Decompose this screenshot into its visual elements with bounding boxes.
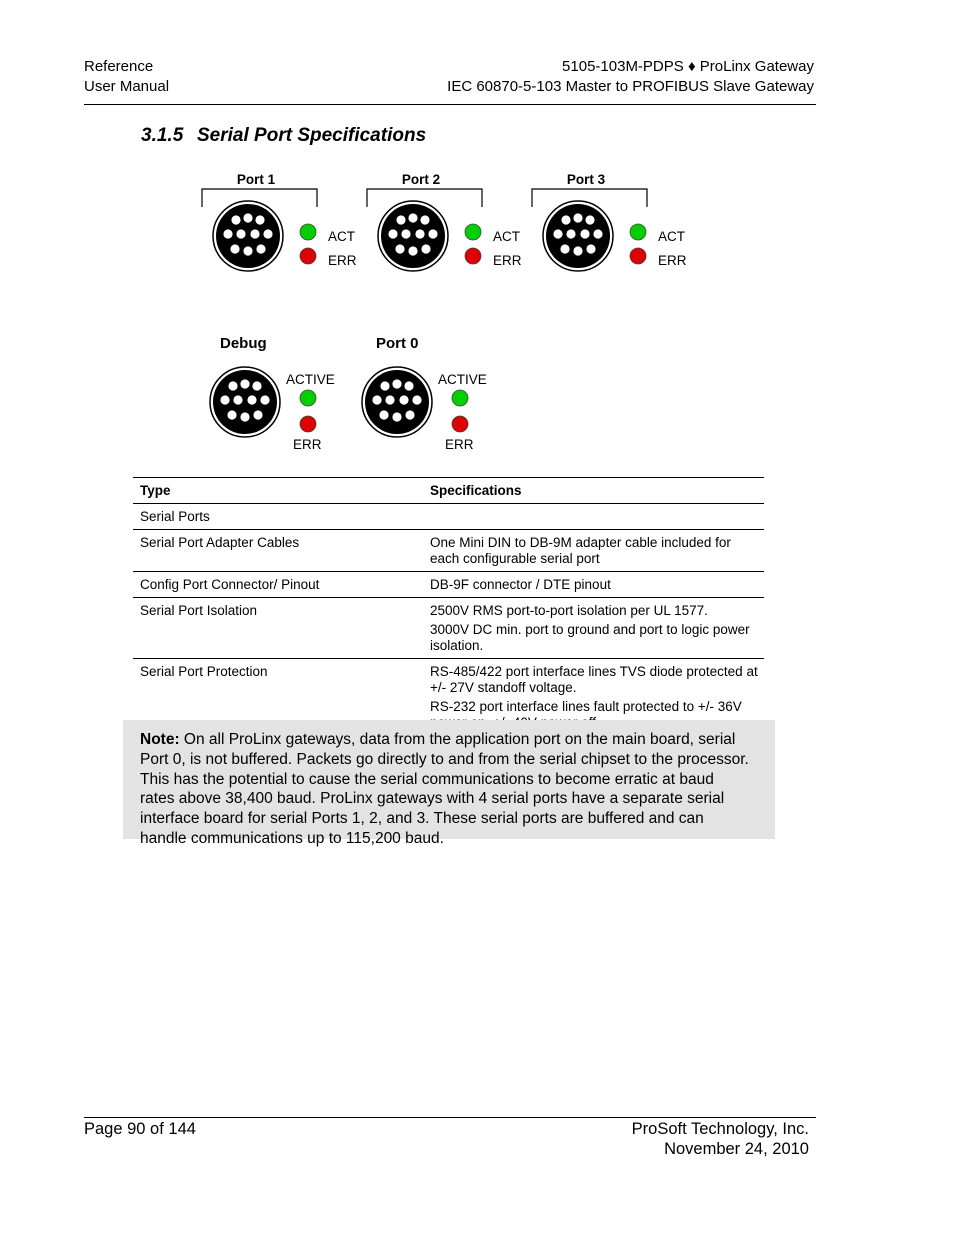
connector-pin: [240, 379, 249, 388]
connector-pin: [260, 395, 269, 404]
header-divider: [84, 104, 816, 105]
connector-pin: [255, 215, 264, 224]
connector-pin: [243, 213, 252, 222]
connector-pin: [236, 229, 245, 238]
connector-pin: [395, 244, 404, 253]
port-label-3: Port 3: [566, 172, 606, 187]
connector-pin: [428, 229, 437, 238]
cell-type: Config Port Connector/ Pinout: [133, 572, 423, 598]
active-label: ACTIVE: [438, 372, 487, 387]
header-right: [447, 57, 814, 96]
cell-spec: [423, 504, 764, 530]
header-left: [84, 57, 169, 96]
err-label: ERR: [293, 437, 322, 452]
connector-pin: [421, 244, 430, 253]
spec-line: RS-232 port interface lines fault protected to +/- 36V: [430, 699, 742, 714]
footer-divider: [84, 1117, 816, 1118]
connector-pin: [396, 215, 405, 224]
connector-pin: [256, 244, 265, 253]
connector-pin: [227, 410, 236, 419]
section-title: Serial Port Specifications: [197, 125, 427, 146]
connector-pin: [247, 395, 256, 404]
err-led: [465, 248, 481, 264]
table-row: [133, 530, 764, 572]
connector-pin: [233, 395, 242, 404]
serial-ports-diagram: [190, 165, 710, 460]
connector-pin: [408, 246, 417, 255]
connector-pin: [250, 229, 259, 238]
footer-date: November 24, 2010: [664, 1139, 809, 1158]
connector-pin: [380, 381, 389, 390]
cell-type: Serial Port Adapter Cables: [133, 530, 423, 572]
col-header-specifications: Specifications: [423, 478, 764, 504]
connector-pin: [372, 395, 381, 404]
port-label-1: Port 1: [236, 172, 276, 187]
table-row: [133, 598, 764, 659]
connector-pin: [231, 215, 240, 224]
header-gateway-title: IEC 60870-5-103 Master to PROFIBUS Slave Gateway: [447, 77, 814, 95]
act-led: [300, 224, 316, 240]
connector-pin: [243, 246, 252, 255]
connector-pin: [580, 229, 589, 238]
connector-pin: [408, 213, 417, 222]
connector-pin: [585, 215, 594, 224]
connector-pin: [220, 395, 229, 404]
cell-spec: One Mini DIN to DB-9M adapter cable included for each configurable serial port: [423, 530, 764, 572]
err-label: ERR: [328, 253, 357, 268]
act-label: ACT: [328, 229, 355, 244]
cell-type: Serial Port Isolation: [133, 598, 423, 659]
spec-table: [133, 477, 764, 736]
connector-pin: [399, 395, 408, 404]
cell-spec: [423, 598, 764, 659]
connector-pin: [263, 229, 272, 238]
err-label: ERR: [445, 437, 474, 452]
connector-pin: [405, 410, 414, 419]
connector-pin: [401, 229, 410, 238]
note-label: Note:: [140, 731, 180, 748]
connector-pin: [573, 213, 582, 222]
connector-pin: [415, 229, 424, 238]
act-led: [465, 224, 481, 240]
header-reference: Reference: [84, 58, 154, 75]
section-heading: [141, 125, 426, 147]
col-header-type: Type: [133, 478, 423, 504]
port0-label: Port 0: [376, 335, 419, 352]
spec-line: 2500V RMS port-to-port isolation per UL 1577.: [430, 603, 708, 618]
connector-pin: [223, 229, 232, 238]
header-product: 5105-103M-PDPS ♦ ProLinx Gateway: [562, 58, 814, 75]
err-led: [630, 248, 646, 264]
cell-type: Serial Port Protection: [133, 659, 423, 736]
connector-pin: [560, 244, 569, 253]
act-led: [630, 224, 646, 240]
header-user-manual: User Manual: [84, 77, 170, 95]
note-text: On all ProLinx gateways, data from the application port on the main board, serial Port 0, is not buffered. Packets go directly to and from the serial chipset to the processor. This has the potential to cause the serial communications to become erratic at baud rates above 38,400 baud. ProLinx gateways with 4 serial ports have a separate serial interface board for serial Ports 1, 2, and 3. These serial ports are buffered and can handle communications up to 115,200 baud.: [140, 731, 749, 847]
connector-pin: [228, 381, 237, 390]
connector-pin: [388, 229, 397, 238]
err-label: ERR: [658, 253, 687, 268]
connector-pin: [385, 395, 394, 404]
footer-company: ProSoft Technology, Inc.: [631, 1120, 809, 1138]
footer-page-number: Page 90 of 144: [84, 1120, 196, 1138]
connector-pin: [566, 229, 575, 238]
connector-pin: [392, 412, 401, 421]
port-label-2: Port 2: [401, 172, 441, 187]
act-label: ACT: [658, 229, 685, 244]
section-number: 3.1.5: [141, 125, 184, 146]
err-led: [300, 248, 316, 264]
connector-pin: [404, 381, 413, 390]
connector-pin: [392, 379, 401, 388]
err-label: ERR: [493, 253, 522, 268]
active-label: ACTIVE: [286, 372, 335, 387]
connector-pin: [412, 395, 421, 404]
table-header-row: [133, 478, 764, 504]
connector-pin: [420, 215, 429, 224]
connector-pin: [586, 244, 595, 253]
connector-pin: [379, 410, 388, 419]
spec-line: RS-485/422 port interface lines TVS diode protected at +/- 27V standoff voltage.: [430, 664, 758, 695]
err-led: [300, 416, 316, 432]
connector-pin: [253, 410, 262, 419]
connector-pin: [240, 412, 249, 421]
cell-spec: DB-9F connector / DTE pinout: [423, 572, 764, 598]
active-led: [300, 390, 316, 406]
table-row: [133, 504, 764, 530]
err-led: [452, 416, 468, 432]
connector-pin: [573, 246, 582, 255]
active-led: [452, 390, 468, 406]
connector-pin: [230, 244, 239, 253]
act-label: ACT: [493, 229, 520, 244]
note-box: [123, 720, 775, 847]
connector-pin: [553, 229, 562, 238]
cell-type: Serial Ports: [133, 504, 423, 530]
connector-pin: [561, 215, 570, 224]
spec-line: 3000V DC min. port to ground and port to logic power isolation.: [430, 622, 750, 653]
table-row: [133, 572, 764, 598]
connector-pin: [252, 381, 261, 390]
footer-right: [632, 1120, 809, 1159]
debug-label: Debug: [220, 335, 267, 352]
connector-pin: [593, 229, 602, 238]
